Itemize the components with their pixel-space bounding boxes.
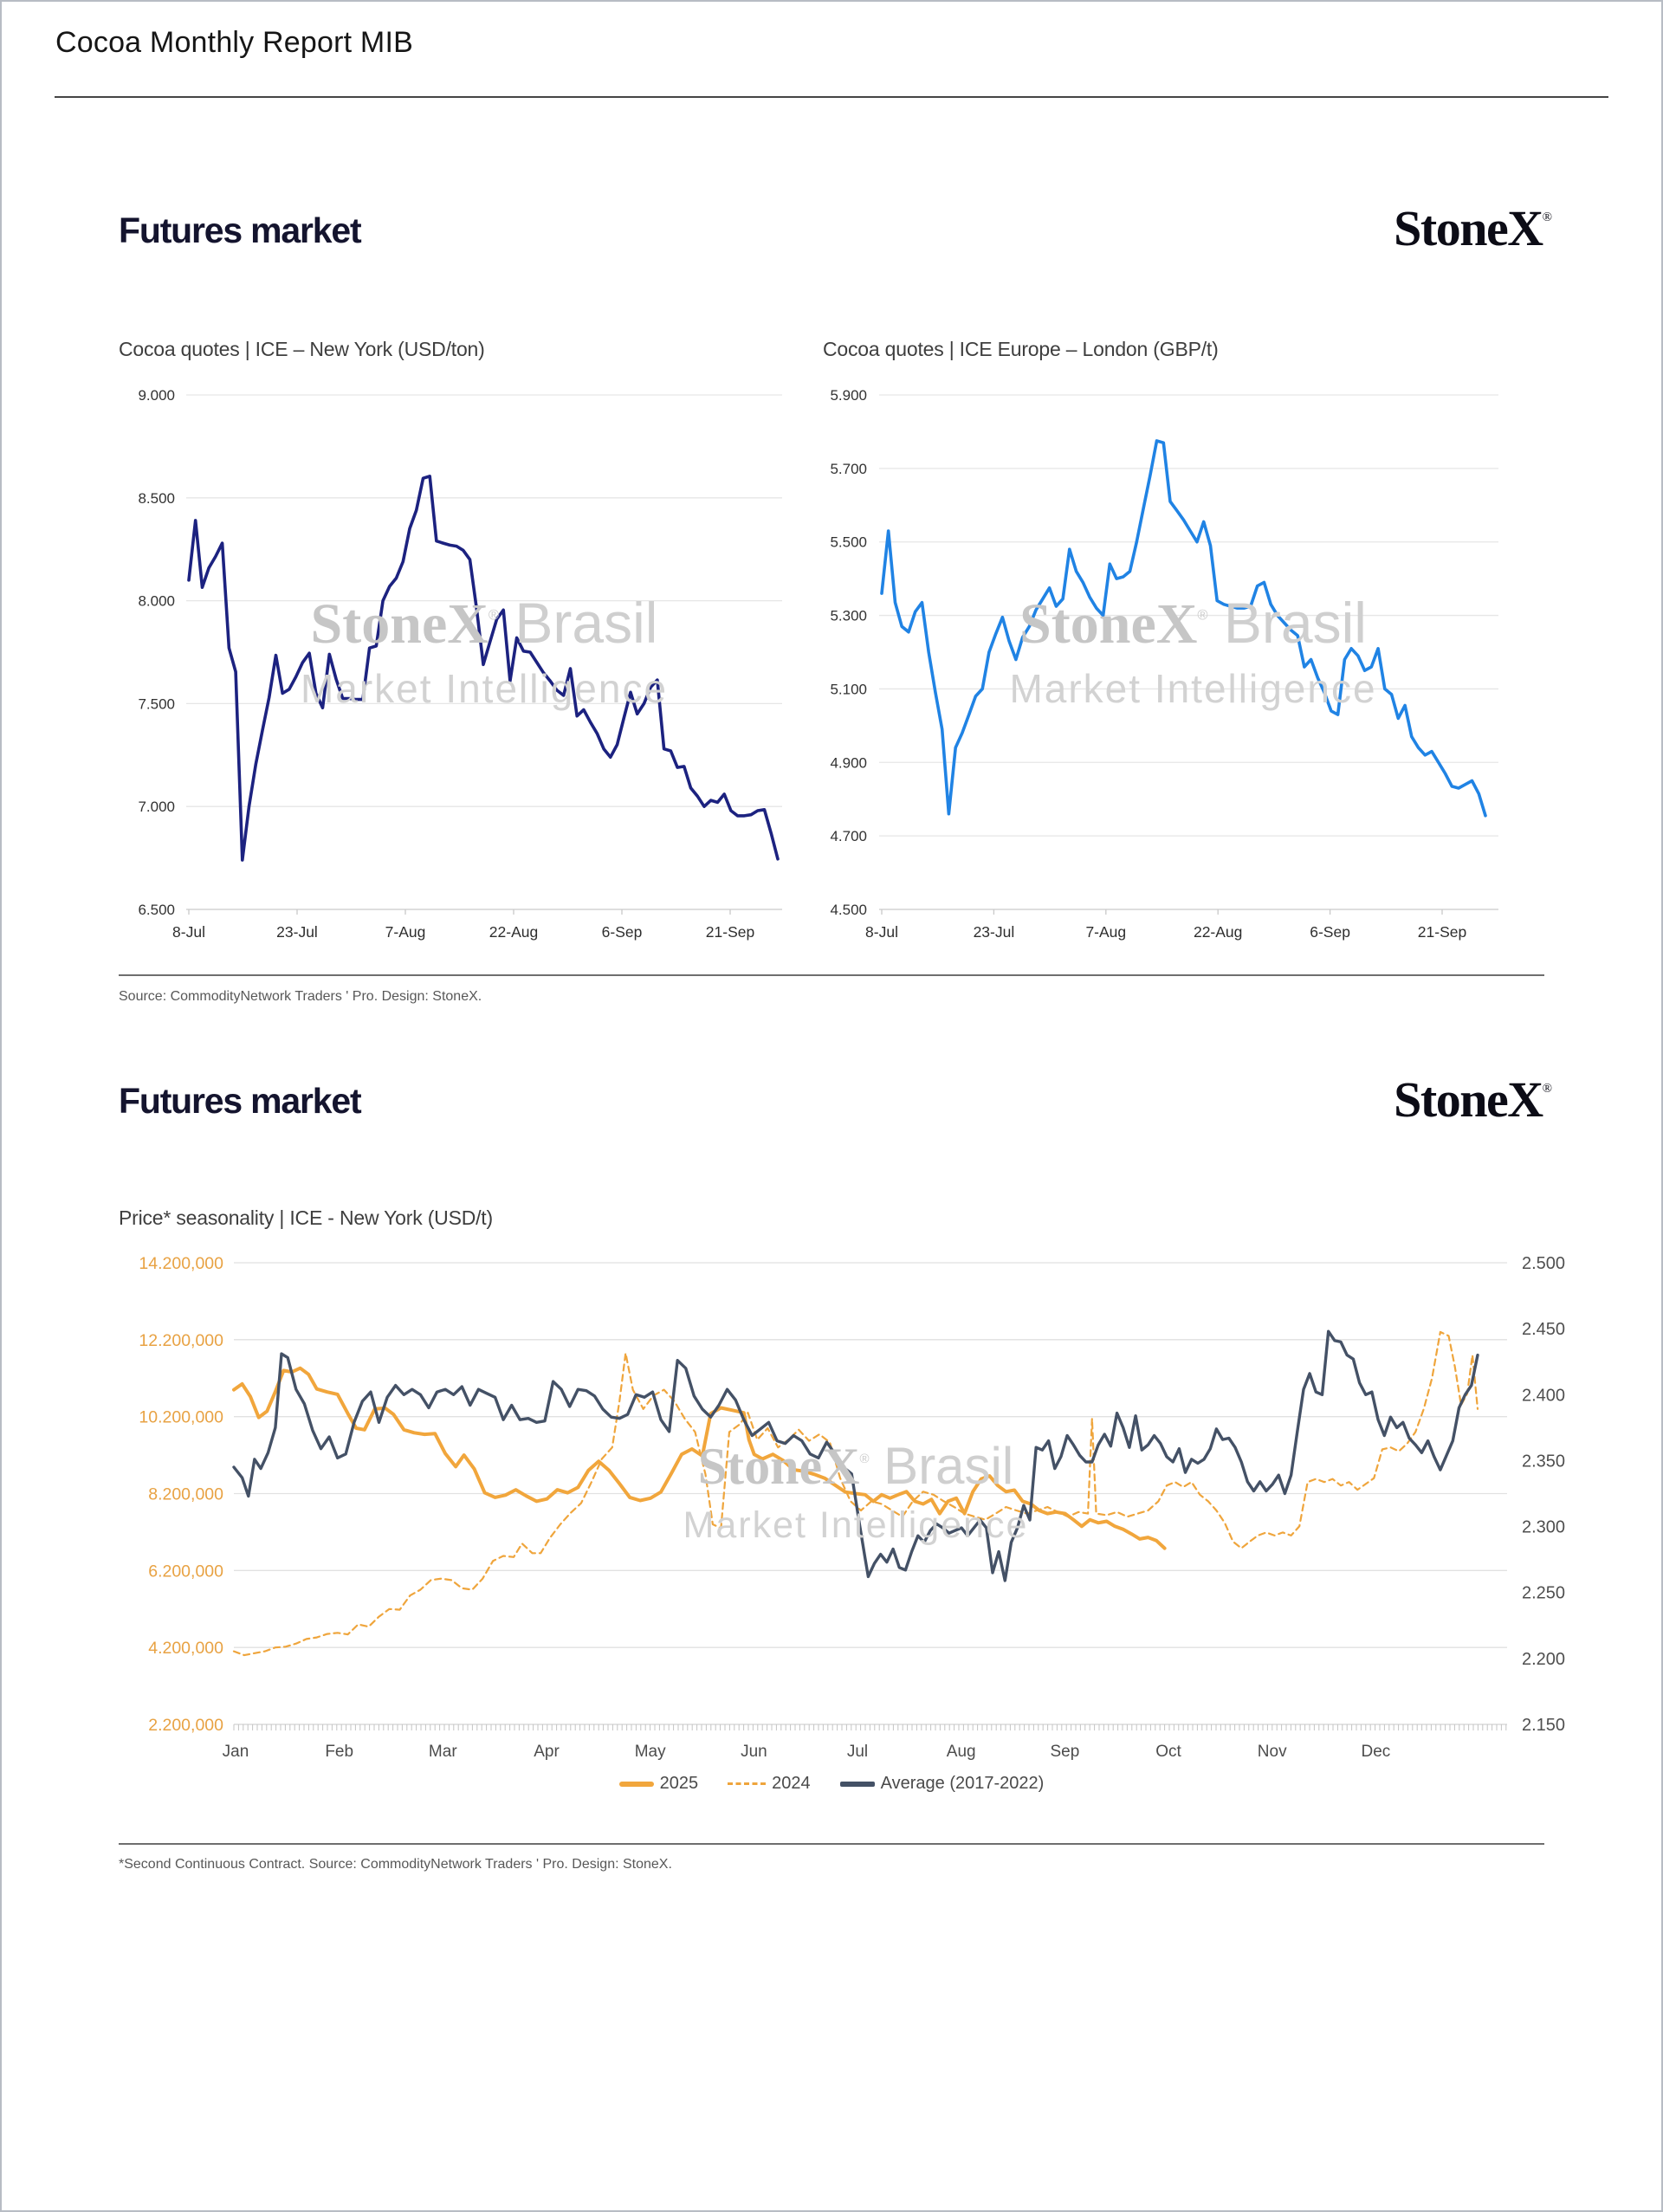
price-line [189, 476, 778, 860]
x-tick-label: 6-Sep [601, 923, 643, 941]
stonex-logo [1360, 199, 1552, 257]
month-label: Jul [846, 1743, 869, 1761]
month-label: Aug [946, 1743, 976, 1761]
price-line [882, 441, 1485, 816]
registered-mark-icon: ® [1542, 210, 1552, 224]
right-axis-label: 2.500 [1522, 1254, 1566, 1273]
stonex-logo-text: StoneX [1394, 1071, 1543, 1128]
footnote: *Second Continuous Contract. Source: CommodityNetwork Traders ' Pro. Design: StoneX. [119, 1857, 672, 1872]
chart-legend [0, 1774, 1663, 1794]
legend-item-2024 [728, 1774, 811, 1794]
watermark-brand: StoneX [310, 592, 489, 656]
right-axis-label: 2.150 [1522, 1716, 1566, 1735]
x-tick-label: 6-Sep [1310, 923, 1350, 941]
chart-ny-title: Cocoa quotes | ICE – New York (USD/ton) [119, 338, 485, 360]
stonex-logo [1360, 1070, 1552, 1129]
legend-label-2025: 2025 [659, 1774, 699, 1793]
month-label: May [634, 1743, 666, 1761]
right-axis-label: 2.400 [1522, 1386, 1566, 1406]
y-tick-label: 6.500 [138, 902, 175, 918]
section1-divider [119, 974, 1544, 976]
y-tick-label: 4.900 [830, 754, 867, 772]
chart-canvas [113, 371, 797, 947]
month-label: Jun [741, 1743, 767, 1761]
y-tick-label: 8.500 [138, 489, 175, 507]
y-tick-label: 7.000 [138, 799, 175, 816]
right-axis-label: 2.450 [1522, 1320, 1566, 1340]
x-tick-label: 21-Sep [705, 923, 755, 941]
left-axis-label: 2.200,000 [148, 1716, 223, 1735]
series-Average (2017-2022) [234, 1331, 1478, 1581]
right-axis-label: 2.200 [1522, 1649, 1566, 1669]
y-tick-label: 4.500 [830, 902, 867, 918]
chart-london-title: Cocoa quotes | ICE Europe – London (GBP/t) [823, 338, 1219, 360]
y-tick-label: 8.000 [138, 592, 175, 610]
right-axis-label: 2.350 [1522, 1452, 1566, 1471]
left-axis-label: 10.200,000 [139, 1407, 223, 1427]
y-tick-label: 5.900 [830, 387, 867, 404]
y-tick-label: 5.700 [830, 460, 867, 477]
x-tick-label: 23-Jul [276, 923, 318, 941]
month-label: Nov [1257, 1743, 1287, 1761]
left-axis-label: 14.200,000 [139, 1254, 223, 1273]
left-axis-label: 8.200,000 [148, 1484, 223, 1504]
chart-canvas [121, 1247, 1620, 1767]
legend-swatch-2024 [728, 1782, 766, 1785]
month-label: Oct [1155, 1743, 1181, 1761]
chart-canvas [810, 371, 1507, 947]
legend-swatch-average [840, 1782, 875, 1787]
left-axis-label: 4.200,000 [148, 1639, 223, 1659]
watermark-brand: StoneX [1019, 592, 1198, 656]
x-tick-label: 21-Sep [1417, 923, 1467, 941]
watermark-reg: ® [859, 1452, 870, 1466]
chart-london [810, 371, 1507, 947]
right-axis-label: 2.250 [1522, 1583, 1566, 1603]
watermark-line2: Market Intelligence [683, 1504, 1029, 1546]
watermark-line2: Market Intelligence [1009, 666, 1377, 711]
watermark-brasil: Brasil [499, 591, 658, 655]
month-label: Sep [1050, 1743, 1080, 1761]
y-tick-label: 5.500 [830, 534, 867, 551]
title-divider [55, 96, 1608, 98]
stonex-logo-text: StoneX [1394, 200, 1543, 256]
x-tick-label: 7-Aug [385, 923, 426, 941]
month-label: Feb [325, 1743, 354, 1761]
chart-ny [113, 371, 797, 947]
x-tick-label: 8-Jul [865, 923, 898, 941]
page-title: Cocoa Monthly Report MIB [55, 26, 413, 59]
section1-heading: Futures market [119, 210, 361, 250]
x-tick-label: 22-Aug [489, 923, 539, 941]
x-tick-label: 7-Aug [1085, 923, 1127, 941]
right-axis-label: 2.300 [1522, 1517, 1566, 1537]
watermark-brand: StoneX [697, 1438, 860, 1495]
source-note: Source: CommodityNetwork Traders ' Pro. Design: StoneX. [119, 989, 482, 1004]
y-tick-label: 9.000 [138, 387, 175, 404]
month-label: Mar [428, 1743, 457, 1761]
legend-item-average [840, 1774, 1045, 1794]
registered-mark-icon: ® [1542, 1082, 1552, 1096]
section2-divider [119, 1843, 1544, 1845]
chart-seasonality [121, 1247, 1620, 1767]
y-tick-label: 7.500 [138, 695, 175, 713]
watermark-reg: ® [488, 607, 500, 624]
watermark-line2: Market Intelligence [300, 666, 669, 711]
watermark-brasil: Brasil [1207, 591, 1367, 655]
left-axis-label: 12.200,000 [139, 1330, 223, 1350]
x-tick-label: 8-Jul [172, 923, 205, 941]
y-tick-label: 5.100 [830, 681, 867, 698]
month-label: Jan [222, 1743, 249, 1761]
x-tick-label: 22-Aug [1193, 923, 1243, 941]
y-tick-label: 4.700 [830, 828, 867, 845]
watermark-reg: ® [1197, 607, 1208, 624]
month-label: Dec [1361, 1743, 1391, 1761]
chart-seasonality-title: Price* seasonality | ICE - New York (USD/t) [119, 1206, 493, 1229]
legend-swatch-2025 [619, 1782, 654, 1787]
watermark-brasil: Brasil [869, 1437, 1014, 1495]
series-2025 [234, 1368, 1165, 1549]
y-tick-label: 5.300 [830, 607, 867, 624]
month-label: Apr [534, 1743, 560, 1761]
legend-label-2024: 2024 [772, 1774, 811, 1793]
legend-item-2025 [619, 1774, 699, 1794]
daily-ticks [234, 1724, 1506, 1730]
legend-label-average: Average (2017-2022) [880, 1774, 1045, 1793]
left-axis-label: 6.200,000 [148, 1562, 223, 1581]
x-tick-label: 23-Jul [973, 923, 1015, 941]
section2-heading: Futures market [119, 1081, 361, 1121]
